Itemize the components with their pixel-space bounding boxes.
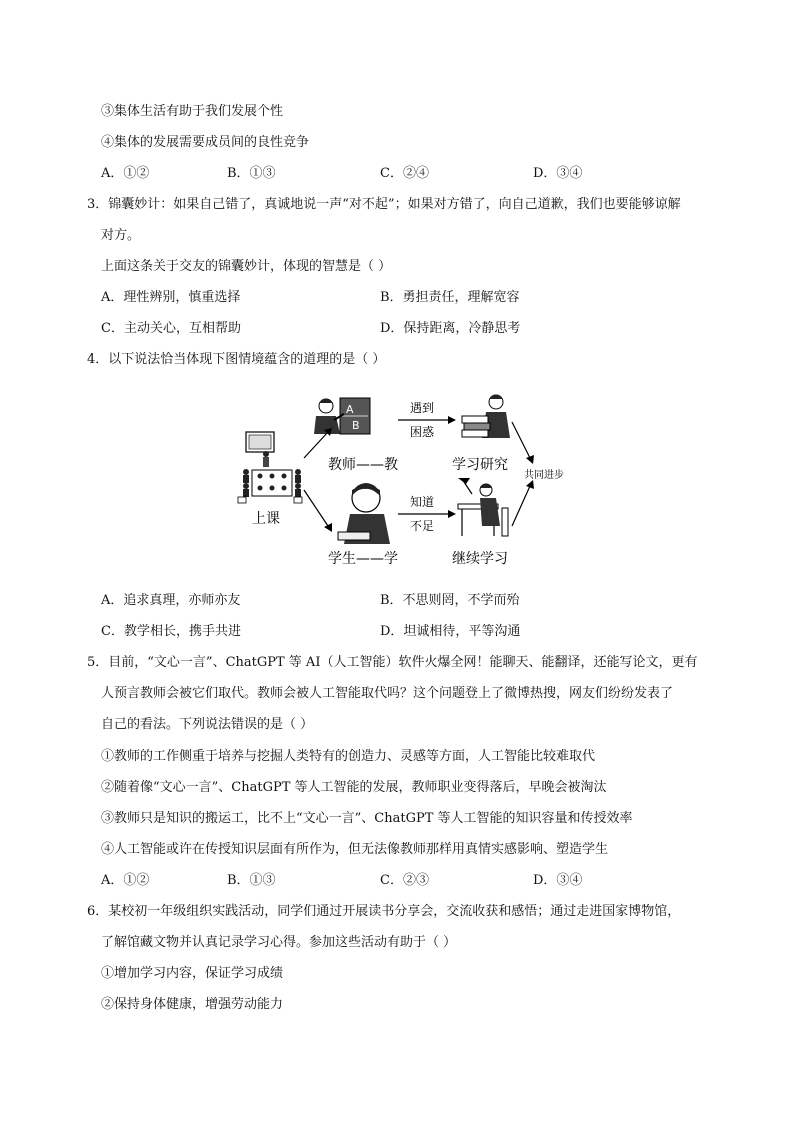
label-progress: 共同进步: [524, 470, 564, 481]
arrow-class-teacher: [304, 432, 328, 458]
q6-stem-line2: 了解馆藏文物并认真记录学习心得。参加这些活动有助于（ ）: [101, 935, 457, 950]
board-letter-b: B: [352, 419, 360, 432]
q2-option-c: C．②④: [380, 166, 429, 181]
q5-option-a: A．①②: [101, 873, 150, 888]
q5-option-b: B．①③: [227, 873, 276, 888]
q6-stem-line1: 6．某校初一年级组织实践活动，同学们通过开展读书分享会，交流收获和感悟；通过走进国家博物馆，: [87, 904, 681, 919]
q3-option-b: B．勇担责任，理解宽容: [380, 290, 520, 305]
label-research: 学习研究: [452, 457, 508, 473]
label-teacher: 教师——教: [328, 457, 398, 473]
q5-option-c: C．②③: [380, 873, 429, 888]
arrow-continue-progress: [512, 486, 530, 526]
q2-item-4: ④集体的发展需要成员间的良性竞争: [101, 135, 310, 150]
q4-option-c: C．教学相长，携手共进: [101, 624, 241, 639]
label-student: 学生——学: [328, 551, 398, 567]
q4-option-a: A．追求真理，亦师亦友: [101, 593, 241, 608]
q4-option-b: B．不思则罔，不学而殆: [380, 593, 520, 608]
q3-option-a: A．理性辨别，慎重选择: [101, 290, 241, 305]
q5-item-1: ①教师的工作侧重于培养与挖掘人类特有的创造力、灵感等方面，人工智能比较难取代: [101, 749, 596, 764]
continue-illustration: [458, 478, 508, 536]
arrow-label-bottom-2: 不足: [410, 519, 435, 533]
q4-figure: [234, 386, 574, 582]
q5-item-4: ④人工智能或许在传授知识层面有所作为，但无法像教师那样用真情实感影响、塑造学生: [101, 842, 609, 857]
q3-stem-line2: 对方。: [101, 228, 141, 243]
label-class: 上课: [252, 511, 280, 527]
arrow-label-top-2: 困惑: [410, 425, 435, 439]
classroom-illustration: [238, 432, 302, 503]
q5-stem-line2: 人预言教师会被它们取代。教师会被人工智能取代吗？这个问题登上了微博热搜，网友们纷纷发表了: [101, 686, 674, 701]
student-illustration: [338, 483, 390, 544]
arrow-class-student: [304, 490, 328, 526]
q3-option-d: D．保持距离，冷静思考: [380, 321, 521, 336]
label-continue: 继续学习: [452, 551, 508, 567]
arrow-label-bottom-1: 知道: [410, 495, 435, 509]
teacher-illustration: [314, 398, 370, 434]
q5-option-d: D．③④: [533, 873, 583, 888]
q5-item-3: ③教师只是知识的搬运工，比不上“文心一言”、ChatGPT 等人工智能的知识容量和传授效率: [101, 811, 633, 826]
q2-option-a: A．①②: [101, 166, 150, 181]
q4-stem: 4．以下说法恰当体现下图情境蕴含的道理的是（ ）: [87, 352, 386, 367]
q3-stem-line1: 3．锦囊妙计：如果自己错了，真诚地说一声“对不起”；如果对方错了，向自己道歉，我们也要能够谅解: [87, 197, 681, 212]
q5-stem-line3: 自己的看法。下列说法错误的是（ ）: [101, 717, 314, 732]
q5-stem-line1: 5．目前，“文心一言”、ChatGPT 等 AI（人工智能）软件火爆全网！能聊天、能翻译，还能写论文，更有: [87, 655, 698, 670]
research-illustration: [462, 395, 510, 439]
q3-option-c: C．主动关心，互相帮助: [101, 321, 241, 336]
q5-item-2: ②随着像“文心一言”、ChatGPT 等人工智能的发展，教师职业变得落后，早晚会被淘汰: [101, 780, 607, 795]
arrow-label-top-1: 遇到: [410, 401, 435, 415]
q6-item-1: ①增加学习内容，保证学习成绩: [101, 966, 284, 981]
q4-option-d: D．坦诚相待，平等沟通: [380, 624, 521, 639]
q2-item-3: ③集体生活有助于我们发展个性: [101, 104, 284, 119]
q3-stem-line3: 上面这条关于交友的锦囊妙计，体现的智慧是（ ）: [101, 259, 392, 274]
q6-item-2: ②保持身体健康，增强劳动能力: [101, 997, 284, 1012]
q2-option-d: D．③④: [533, 166, 583, 181]
q2-option-b: B．①③: [227, 166, 276, 181]
board-letter-a: A: [346, 403, 354, 416]
arrow-research-progress: [512, 422, 530, 458]
